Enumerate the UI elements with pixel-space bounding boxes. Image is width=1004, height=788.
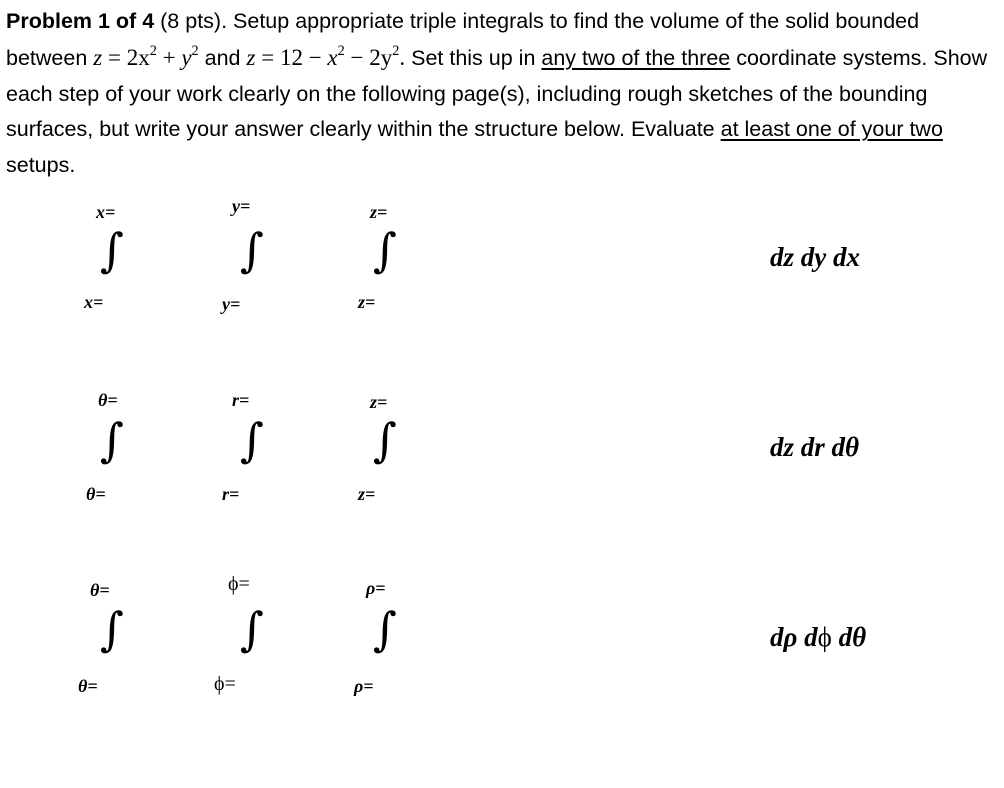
integral-sign: ∫: [240, 223, 264, 277]
upper-limit-theta: θ=: [90, 580, 110, 600]
upper-limit-r: r=: [232, 390, 250, 410]
differential-dzdrdtheta: dz dr dθ: [770, 432, 860, 462]
lower-limit-theta: θ=: [86, 484, 106, 504]
upper-limit-x: x=: [96, 202, 116, 222]
differential-dzdydx: dz dy dx: [770, 242, 860, 272]
problem-statement: Problem 1 of 4 (8 pts). Setup appropriate triple integrals to find the volume of the solid bounded between $z = 2x^2 + y^2$ and $z = 12 - x^2 - 2y^2$. Set this up in any two of the three coordinate systems. Show each step of your work clearly on the following page(s), including rough sketches of the bounding surfaces, but write your answer clearly within the structure below. Evaluate at least one of your two setups.: [6, 9, 988, 178]
differential-drhodphidtheta: dρ dϕ dθ: [770, 622, 867, 652]
lower-limit-y: y=: [222, 294, 241, 314]
lower-limit-z: z=: [358, 484, 376, 504]
problem-heading: Problem 1 of 4: [6, 9, 155, 33]
integral-sign: ∫: [373, 223, 397, 277]
problem-points: (8 pts).: [160, 9, 228, 33]
upper-limit-theta: θ=: [98, 390, 118, 410]
lower-limit-theta: θ=: [78, 676, 98, 696]
lower-limit-r: r=: [222, 484, 240, 504]
underline-at-least-one: at least one of your two: [720, 117, 943, 142]
lower-limit-rho: ρ=: [354, 676, 374, 696]
upper-limit-z: z=: [370, 202, 388, 222]
underline-any-two: any two of the three: [541, 45, 731, 70]
lower-limit-phi: ϕ=: [214, 673, 236, 695]
upper-limit-rho: ρ=: [366, 578, 386, 598]
problem-text-3: coordinate systems. Show each step of your work clearly on the following page(s), including rough sketches of the bounding surfaces, but write your answer clearly within the structure below. Evaluate: [6, 45, 988, 142]
lower-limit-x: x=: [84, 292, 104, 312]
integral-sign: ∫: [100, 602, 124, 656]
problem-text-4: setups.: [6, 153, 76, 178]
integral-sign: ∫: [373, 602, 397, 656]
integral-sign: ∫: [100, 413, 124, 467]
equation-1: $z = 2x^2 + y^2$: [93, 42, 199, 70]
integral-sign: ∫: [100, 223, 124, 277]
upper-limit-z: z=: [370, 392, 388, 412]
equation-2: $z = 12 - x^2 - 2y^2$.: [246, 42, 406, 70]
lower-limit-z: z=: [358, 292, 376, 312]
problem-text-2: Set this up in: [411, 45, 536, 70]
integral-sign: ∫: [240, 413, 264, 467]
problem-text-1: Setup appropriate triple integrals to find the volume of the solid bounded between: [6, 9, 920, 70]
upper-limit-y: y=: [232, 196, 251, 216]
integral-sign: ∫: [240, 602, 264, 656]
integral-sign: ∫: [373, 413, 397, 467]
upper-limit-phi: ϕ=: [228, 573, 250, 595]
